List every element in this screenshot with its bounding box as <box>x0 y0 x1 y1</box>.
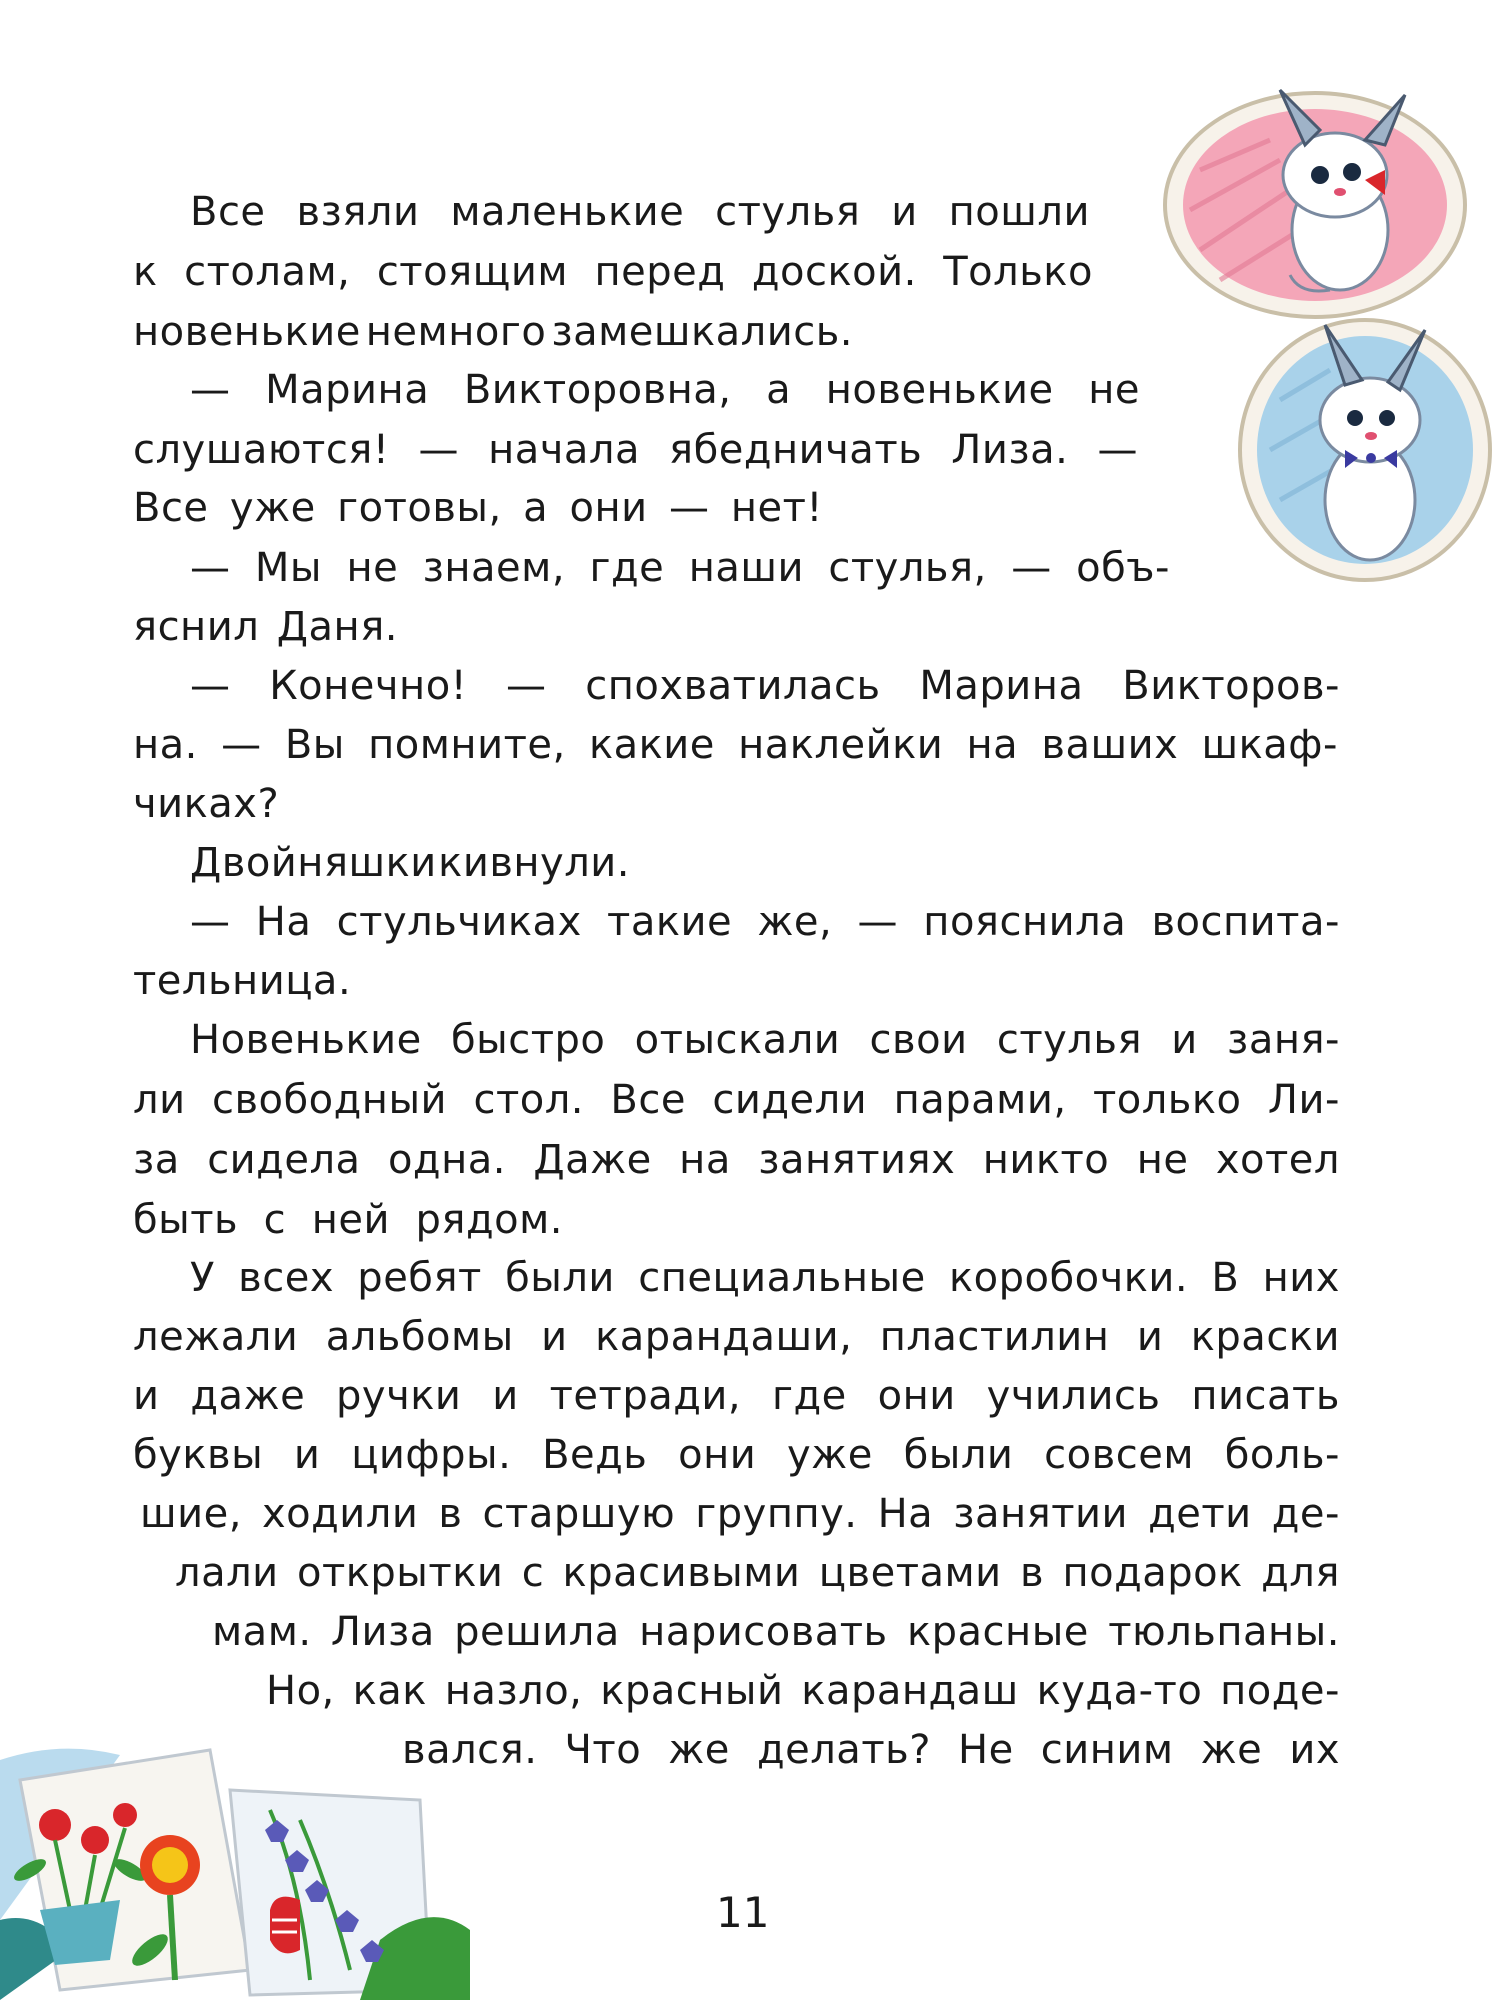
word: где <box>771 1373 847 1419</box>
word: не <box>346 545 399 591</box>
word: какие <box>588 722 715 768</box>
word: боль- <box>1224 1432 1340 1478</box>
word: они <box>678 1432 757 1478</box>
word: на <box>679 1137 731 1183</box>
word: подарок <box>1062 1550 1243 1596</box>
word: сидели <box>712 1077 868 1123</box>
word: — <box>668 485 710 531</box>
word: Новенькие <box>190 1017 422 1063</box>
text-line <box>133 1197 563 1243</box>
word: старшую <box>482 1491 676 1537</box>
word: — <box>190 899 231 945</box>
word: не <box>1136 1137 1189 1183</box>
word: перед <box>594 249 726 295</box>
word: ходили <box>261 1491 419 1537</box>
word: вался. <box>402 1727 538 1773</box>
word: На <box>877 1491 934 1537</box>
word: и <box>1136 1314 1164 1360</box>
word: на. <box>133 722 198 768</box>
word: Лиза <box>330 1609 435 1655</box>
word: стульчиках <box>336 899 582 945</box>
word: Что <box>564 1727 642 1773</box>
word: Мы <box>254 545 323 591</box>
text-line <box>190 899 1340 945</box>
word: их <box>1289 1727 1340 1773</box>
word: стулья <box>715 189 861 235</box>
word: Ли- <box>1267 1077 1340 1123</box>
word: делать? <box>756 1727 931 1773</box>
word: сидела <box>207 1137 361 1183</box>
word: и <box>133 1373 160 1419</box>
word: лежали <box>133 1314 299 1360</box>
word: объ- <box>1076 545 1170 591</box>
text-line <box>190 1255 1340 1301</box>
word: и <box>891 189 918 235</box>
text-line <box>266 1668 1340 1714</box>
word: Конечно! <box>269 663 468 709</box>
word: буквы <box>133 1432 264 1478</box>
word: маленькие <box>450 189 685 235</box>
word: пояснила <box>923 899 1127 945</box>
word: Марина <box>919 663 1084 709</box>
word: с <box>521 1550 545 1596</box>
word: специальные <box>638 1255 926 1301</box>
pink-bunny-sticker <box>1165 90 1465 317</box>
word: поде- <box>1220 1668 1340 1714</box>
word: а <box>766 367 792 413</box>
word: ябедничать <box>669 427 923 473</box>
text-line <box>133 1373 1340 1419</box>
text-line <box>133 781 283 827</box>
word: де- <box>1271 1491 1340 1537</box>
word: дети <box>1148 1491 1252 1537</box>
word: — <box>857 899 899 945</box>
word: нарисовать <box>639 1609 888 1655</box>
word: же <box>668 1727 730 1773</box>
blue-bunny-sticker <box>1240 320 1490 580</box>
word: Но, <box>266 1668 335 1714</box>
word: тюльпаны. <box>1108 1609 1340 1655</box>
word: — <box>506 663 547 709</box>
word: никто <box>982 1137 1110 1183</box>
word: У <box>190 1255 215 1301</box>
word: стоящим <box>376 249 568 295</box>
word: — <box>418 427 459 473</box>
word: — <box>190 367 231 413</box>
word: чиках? <box>133 781 280 827</box>
word: Все <box>610 1077 686 1123</box>
word: альбомы <box>325 1314 514 1360</box>
text-line <box>133 958 373 1004</box>
word: как <box>352 1668 427 1714</box>
word: наши <box>688 545 804 591</box>
word: такие <box>607 899 733 945</box>
text-line <box>133 1137 1340 1183</box>
word: свои <box>869 1017 968 1063</box>
word: Не <box>957 1727 1014 1773</box>
text-line <box>133 1432 1340 1478</box>
word: группу. <box>695 1491 858 1537</box>
word: начала <box>488 427 640 473</box>
word: тельница. <box>133 958 352 1004</box>
flower-postcards-illustration <box>0 1720 470 2000</box>
text-line <box>133 604 398 650</box>
word: синим <box>1040 1727 1174 1773</box>
word: учились <box>986 1373 1161 1419</box>
word: мам. <box>212 1609 312 1655</box>
word: в <box>1020 1550 1045 1596</box>
text-line <box>133 427 1138 473</box>
word: кивнули. <box>438 840 630 886</box>
word: а <box>523 485 549 531</box>
word: цифры. <box>351 1432 512 1478</box>
word: для <box>1261 1550 1340 1596</box>
word: были <box>505 1255 615 1301</box>
word: писать <box>1191 1373 1340 1419</box>
word: карандаш <box>801 1668 1019 1714</box>
word: Только <box>943 249 1093 295</box>
word: карандаши, <box>595 1314 853 1360</box>
word: и <box>1171 1017 1198 1063</box>
word: заня- <box>1227 1017 1340 1063</box>
word: рядом. <box>415 1197 563 1243</box>
word: — <box>190 545 231 591</box>
word: доской. <box>751 249 917 295</box>
text-line <box>190 367 1140 413</box>
word: пошли <box>948 189 1090 235</box>
word: только <box>1092 1077 1242 1123</box>
word: Вы <box>284 722 345 768</box>
text-line <box>133 1077 1340 1123</box>
word: немного <box>365 309 547 355</box>
word: в <box>438 1491 463 1537</box>
text-line <box>402 1727 1340 1773</box>
word: отыскали <box>634 1017 841 1063</box>
text-line <box>140 1491 1340 1537</box>
word: шкаф- <box>1201 722 1338 768</box>
word: ребят <box>357 1255 482 1301</box>
word: Все <box>133 485 209 531</box>
word: В <box>1211 1255 1240 1301</box>
word: — <box>190 663 231 709</box>
word: уже <box>787 1432 873 1478</box>
word: — <box>1097 427 1138 473</box>
word: они <box>569 485 648 531</box>
word: Викторовна, <box>463 367 732 413</box>
word: новенькие <box>133 309 361 355</box>
word: шие, <box>140 1491 242 1537</box>
word: хотел <box>1215 1137 1340 1183</box>
word: спохватилась <box>585 663 881 709</box>
word: Викторов- <box>1122 663 1340 709</box>
word: ваших <box>1041 722 1179 768</box>
word: них <box>1262 1255 1340 1301</box>
text-line <box>190 545 1170 591</box>
word: парами, <box>893 1077 1067 1123</box>
word: замешкались. <box>551 309 853 355</box>
word: совсем <box>1044 1432 1194 1478</box>
word: назло, <box>444 1668 583 1714</box>
word: знаем, <box>422 545 566 591</box>
word: краски <box>1190 1314 1340 1360</box>
text-line <box>133 309 853 355</box>
word: на <box>966 722 1019 768</box>
word: столам, <box>184 249 351 295</box>
text-line <box>190 189 1090 235</box>
word: пластилин <box>879 1314 1110 1360</box>
word: были <box>903 1432 1014 1478</box>
word: уже <box>229 485 316 531</box>
word: стол. <box>473 1077 584 1123</box>
word: же <box>1200 1727 1263 1773</box>
word: Ведь <box>542 1432 648 1478</box>
word: открытки <box>296 1550 504 1596</box>
word: новенькие <box>825 367 1054 413</box>
word: Марина <box>265 367 430 413</box>
word: решила <box>454 1609 620 1655</box>
word: слушаются! <box>133 427 390 473</box>
word: Лиза. <box>951 427 1069 473</box>
bunny-stickers-illustration <box>1130 80 1500 600</box>
word: даже <box>190 1373 306 1419</box>
word: лали <box>175 1550 279 1596</box>
word: воспита- <box>1151 899 1340 945</box>
word: ли <box>133 1077 186 1123</box>
word: Даже <box>533 1137 652 1183</box>
word: стулья <box>996 1017 1143 1063</box>
word: Двойняшки <box>190 840 437 886</box>
word: взяли <box>296 189 420 235</box>
word: с <box>263 1197 287 1243</box>
word: занятиях <box>758 1137 956 1183</box>
text-line <box>175 1550 1340 1596</box>
word: они <box>877 1373 956 1419</box>
text-line <box>190 663 1340 709</box>
word: всех <box>238 1255 335 1301</box>
word: и <box>541 1314 568 1360</box>
word: цветами <box>818 1550 1002 1596</box>
word: не <box>1088 367 1140 413</box>
word: же, <box>757 899 833 945</box>
word: красивыми <box>562 1550 801 1596</box>
text-line <box>133 722 1338 768</box>
word: стулья, <box>828 545 987 591</box>
word: одна. <box>387 1137 506 1183</box>
text-line <box>190 1017 1340 1063</box>
word: быстро <box>451 1017 606 1063</box>
text-line <box>133 1314 1340 1360</box>
page-number: 11 <box>716 1888 770 1937</box>
word: куда-то <box>1036 1668 1203 1714</box>
word: и <box>293 1432 321 1478</box>
word: готовы, <box>337 485 502 531</box>
word: где <box>589 545 665 591</box>
word: яснил <box>133 604 260 650</box>
word: красные <box>906 1609 1089 1655</box>
word: к <box>133 249 158 295</box>
word: красный <box>600 1668 784 1714</box>
word: ручки <box>336 1373 462 1419</box>
text-line <box>212 1609 1340 1655</box>
word: Все <box>190 189 266 235</box>
word: Даня. <box>276 604 398 650</box>
word: коробочки. <box>948 1255 1189 1301</box>
text-line <box>133 249 1093 295</box>
word: наклейки <box>738 722 944 768</box>
word: — <box>1011 545 1052 591</box>
word: тетради, <box>549 1373 742 1419</box>
word: ней <box>311 1197 390 1243</box>
word: за <box>133 1137 180 1183</box>
text-line <box>190 840 630 886</box>
word: занятии <box>953 1491 1129 1537</box>
word: На <box>255 899 312 945</box>
word: нет! <box>730 485 823 531</box>
text-line <box>133 485 823 531</box>
word: быть <box>133 1197 239 1243</box>
word: свободный <box>211 1077 448 1123</box>
word: — <box>221 722 262 768</box>
word: и <box>492 1373 519 1419</box>
word: помните, <box>368 722 566 768</box>
